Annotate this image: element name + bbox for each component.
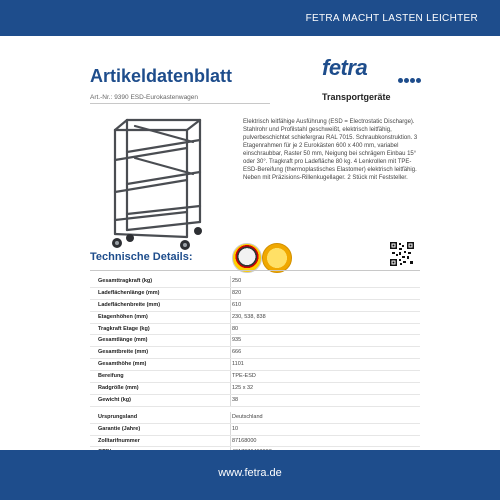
spec-value: 80: [232, 325, 239, 332]
spec-value: 820: [232, 289, 242, 296]
qr-code-icon: [390, 242, 414, 266]
spec-row: [90, 371, 420, 383]
spec-row: [90, 359, 420, 371]
spec-label: Gesamthöhe (mm): [98, 361, 147, 368]
spec-row: [90, 300, 420, 312]
spec-label: Etagenhöhen (mm): [98, 313, 148, 320]
fetra-logo: [322, 55, 422, 85]
spec-label: Bereifung: [98, 373, 124, 380]
section-divider: [90, 270, 420, 271]
spec-table: [90, 276, 420, 459]
header-band: [0, 0, 500, 36]
spec-label: Zolltarifnummer: [98, 437, 140, 444]
spec-row: [90, 335, 420, 347]
tech-details-title: Technische Details:: [90, 251, 193, 263]
spec-label: Ladeflächenbreite (mm): [98, 301, 161, 308]
spec-row: [90, 347, 420, 359]
spec-value: 935: [232, 337, 242, 344]
logo-dots-icon: [398, 70, 422, 88]
spec-value: 610: [232, 301, 242, 308]
spec-row: [90, 436, 420, 448]
spec-row: [90, 412, 420, 424]
spec-value: TPE-ESD: [232, 373, 256, 380]
spec-value: 666: [232, 349, 242, 356]
spec-label: Tragkraft Etage (kg): [98, 325, 150, 332]
spec-value: 38: [232, 396, 239, 403]
title-divider: [90, 103, 270, 104]
spec-value: 230, 538, 838: [232, 313, 266, 320]
spec-value: 250: [232, 278, 242, 284]
product-group: Transportgeräte: [322, 92, 391, 102]
spec-row: [90, 424, 420, 436]
quality-seal-badge-icon: [262, 243, 292, 273]
footer-band: [0, 450, 500, 500]
spec-value: 87168000: [232, 437, 257, 444]
article-number: Art.-Nr.: 9390 ESD-Eurokastenwagen: [90, 94, 199, 101]
spec-row: [90, 324, 420, 336]
spec-value: 10: [232, 425, 239, 432]
spec-row: [90, 276, 420, 288]
spec-label: Radgröße (mm): [98, 385, 139, 392]
spec-label: Gesamtbreite (mm): [98, 349, 149, 356]
spec-value: Deutschland: [232, 413, 263, 420]
spec-label: Ladeflächenlänge (mm): [98, 289, 160, 296]
spec-row: [90, 312, 420, 324]
footer-website-link[interactable]: www.fetra.de: [218, 467, 282, 479]
logo-text: fetra: [322, 55, 368, 80]
spec-row: [90, 288, 420, 300]
spec-label: Ursprungsland: [98, 413, 138, 420]
spec-value: 1101: [232, 361, 244, 368]
product-description: Elektrisch leitfähige Ausführung (ESD = Electrostatic Discharge). Stahlrohr und Profilstahl geschweißt, elektrisch leitfähig, pulverbeschichtet schiefergrau RAL 7015. Schraubkonstruktion. 3 Etagenrahmen für je 2 Eurokästen 600 x 400 mm, variabel einschraubbar, Raster 50 mm, Neigung bei schrägem Einbau 15° oder 30°. Tragkraft pro Ladefläche 80 kg. 4 Lenkrollen mit TPE-ESD-Bereifung (thermoplastisches Elastomer) elektrisch leitfähig. Neben mit Präzisions-Rillenkugellager. 2 Stück mit Feststeller.: [243, 119, 418, 181]
spec-row: [90, 383, 420, 395]
header-slogan: FETRA MACHT LASTEN LEICHTER: [305, 13, 478, 24]
made-in-germany-badge-icon: [232, 243, 262, 273]
page-title: Artikeldatenblatt: [90, 66, 233, 86]
spec-label: Gesamtlänge (mm): [98, 337, 148, 344]
spec-label: Gewicht (kg): [98, 396, 132, 403]
spec-label: Garantie (Jahre): [98, 425, 141, 432]
spec-value: 125 x 32: [232, 385, 254, 392]
spec-row: [90, 395, 420, 407]
spec-label: Gesamttragkraft (kg): [98, 278, 153, 284]
product-trolley-image: [105, 112, 215, 252]
